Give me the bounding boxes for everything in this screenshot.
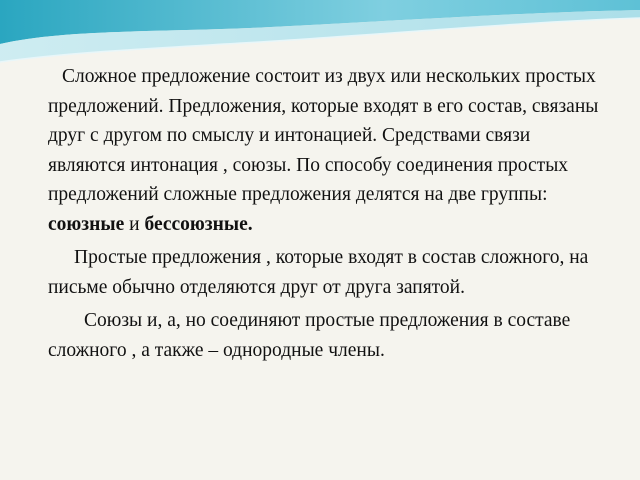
paragraph-1-text: Сложное предложение состоит из двух или нескольких простых предложений. Предложения, которые входят в его состав, связаны друг с другом по смыслу и интонацией. Средствами связи являются интонация , союзы. По способу соединения простых предложений сложные предложения делятся на две группы:: [48, 66, 599, 205]
paragraph-comma-rule: Простые предложения , которые входят в состав сложного, на письме обычно отделяются друг от друга запятой.: [48, 247, 589, 298]
term-conjunctive: союзные: [48, 213, 125, 235]
paragraph-conjunctions: Союзы и, а, но соединяют простые предложения в составе сложного , а также – однородные члены.: [48, 310, 571, 361]
paragraph-complex-sentence-definition: [48, 62, 608, 239]
term-non-conjunctive: бессоюзные.: [144, 213, 253, 235]
paragraph-1-connector: и: [124, 213, 145, 235]
slide-text-body: [48, 62, 608, 365]
